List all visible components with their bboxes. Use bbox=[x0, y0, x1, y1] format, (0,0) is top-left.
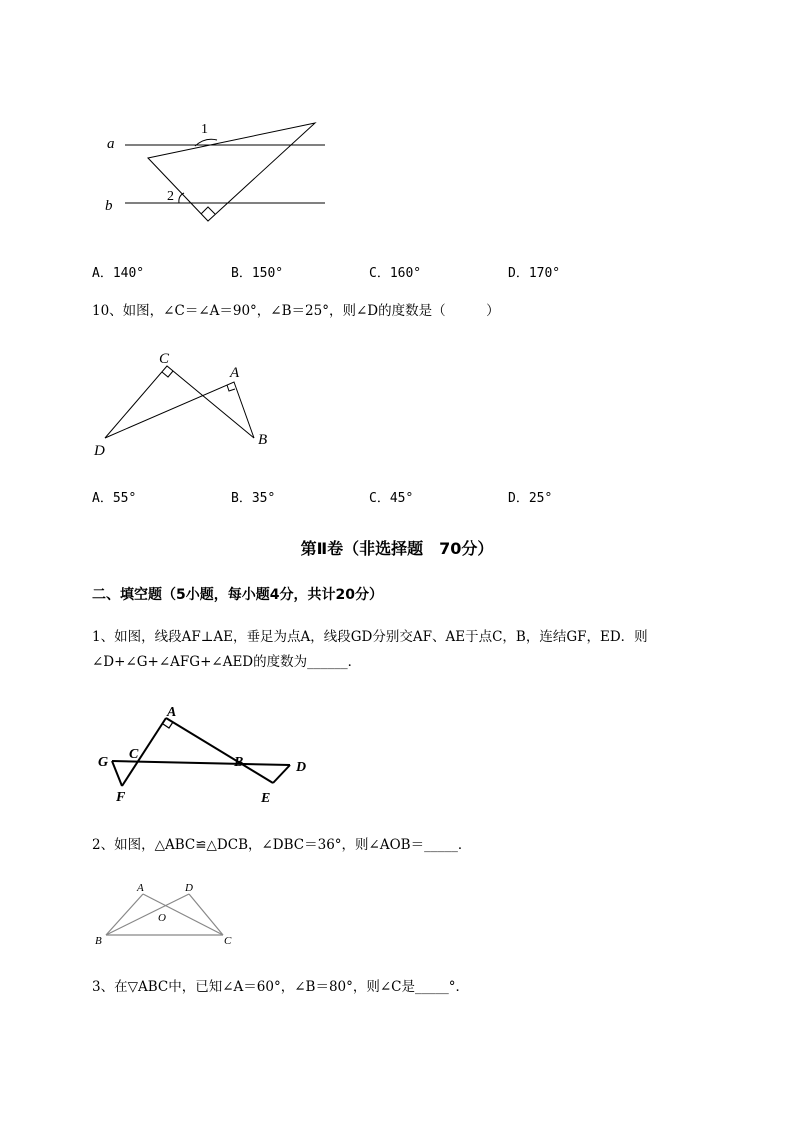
fill1-label-g: G bbox=[98, 755, 109, 770]
fill1-label-e: E bbox=[261, 791, 271, 806]
segment-ab bbox=[106, 894, 143, 935]
q9-option-d[interactable]: D．170° bbox=[508, 266, 561, 281]
segment-bd bbox=[106, 894, 189, 935]
fill3-text: 3、在▽ABC中，已知∠A＝60°，∠B＝80°，则∠C是_____°． bbox=[92, 979, 470, 995]
fill1-label-d: D bbox=[296, 760, 307, 775]
q9-option-a[interactable]: A．140° bbox=[92, 266, 145, 281]
fill-in-heading: 二、填空题（5小题，每小题4分，共计20分） bbox=[92, 587, 383, 603]
triangle bbox=[148, 123, 315, 221]
q9-options bbox=[92, 262, 712, 282]
fill2-label-a: A bbox=[137, 882, 144, 894]
fill1-label-f: F bbox=[116, 790, 126, 805]
label-a: a bbox=[107, 136, 115, 152]
fill1-right-angle-a bbox=[163, 722, 173, 728]
segment-ae bbox=[166, 718, 273, 783]
label-2: 2 bbox=[167, 189, 174, 204]
label-1: 1 bbox=[201, 122, 208, 137]
q10-options bbox=[92, 487, 712, 507]
q10-label-c: C bbox=[159, 351, 170, 367]
fill1-line2: ∠D+∠G+∠AFG+∠AED的度数为______． bbox=[92, 654, 362, 670]
segment-dc bbox=[189, 894, 223, 935]
fill2-figure bbox=[93, 877, 243, 949]
section-title: 第Ⅱ卷（非选择题 70分） bbox=[300, 539, 494, 558]
fill1-label-b: B bbox=[234, 755, 244, 770]
fill2-label-b: B bbox=[95, 935, 102, 947]
q10-right-angle-a bbox=[227, 385, 235, 391]
fill2-text: 2、如图，△ABC≌△DCB，∠DBC＝36°，则∠AOB＝_____． bbox=[92, 837, 472, 853]
segment-gf bbox=[112, 761, 122, 786]
segment-ed bbox=[273, 765, 290, 783]
fill2-label-o: O bbox=[158, 912, 166, 924]
segment-ac bbox=[143, 894, 223, 935]
q10-option-c[interactable]: C．45° bbox=[369, 491, 414, 506]
q9-figure bbox=[95, 110, 345, 230]
q10-option-a[interactable]: A．55° bbox=[92, 491, 137, 506]
q10-label-a: A bbox=[230, 365, 240, 381]
fill1-label-c: C bbox=[129, 747, 139, 762]
q10-text: 10、如图，∠C＝∠A＝90°，∠B＝25°，则∠D的度数是（ ） bbox=[92, 303, 500, 319]
fill1-label-a: A bbox=[167, 705, 177, 720]
q10-option-d[interactable]: D．25° bbox=[508, 491, 553, 506]
fill2-label-c: C bbox=[224, 935, 232, 947]
q9-option-c[interactable]: C．160° bbox=[369, 266, 422, 281]
fill1-figure bbox=[95, 700, 315, 810]
right-angle-mark bbox=[201, 207, 215, 214]
q9-option-b[interactable]: B．150° bbox=[231, 266, 284, 281]
q10-option-b[interactable]: B．35° bbox=[231, 491, 276, 506]
q10-right-angle-c bbox=[162, 371, 173, 377]
fill2-label-d: D bbox=[185, 882, 193, 894]
q10-label-b: B bbox=[258, 432, 268, 448]
q10-label-d: D bbox=[94, 443, 105, 459]
label-b: b bbox=[105, 198, 113, 214]
q10-figure bbox=[88, 345, 288, 465]
fill1-line1: 1、如图，线段AF⊥AE，垂足为点A，线段GD分别交AF、AE于点C，B，连结GF，ED．则 bbox=[92, 629, 648, 645]
